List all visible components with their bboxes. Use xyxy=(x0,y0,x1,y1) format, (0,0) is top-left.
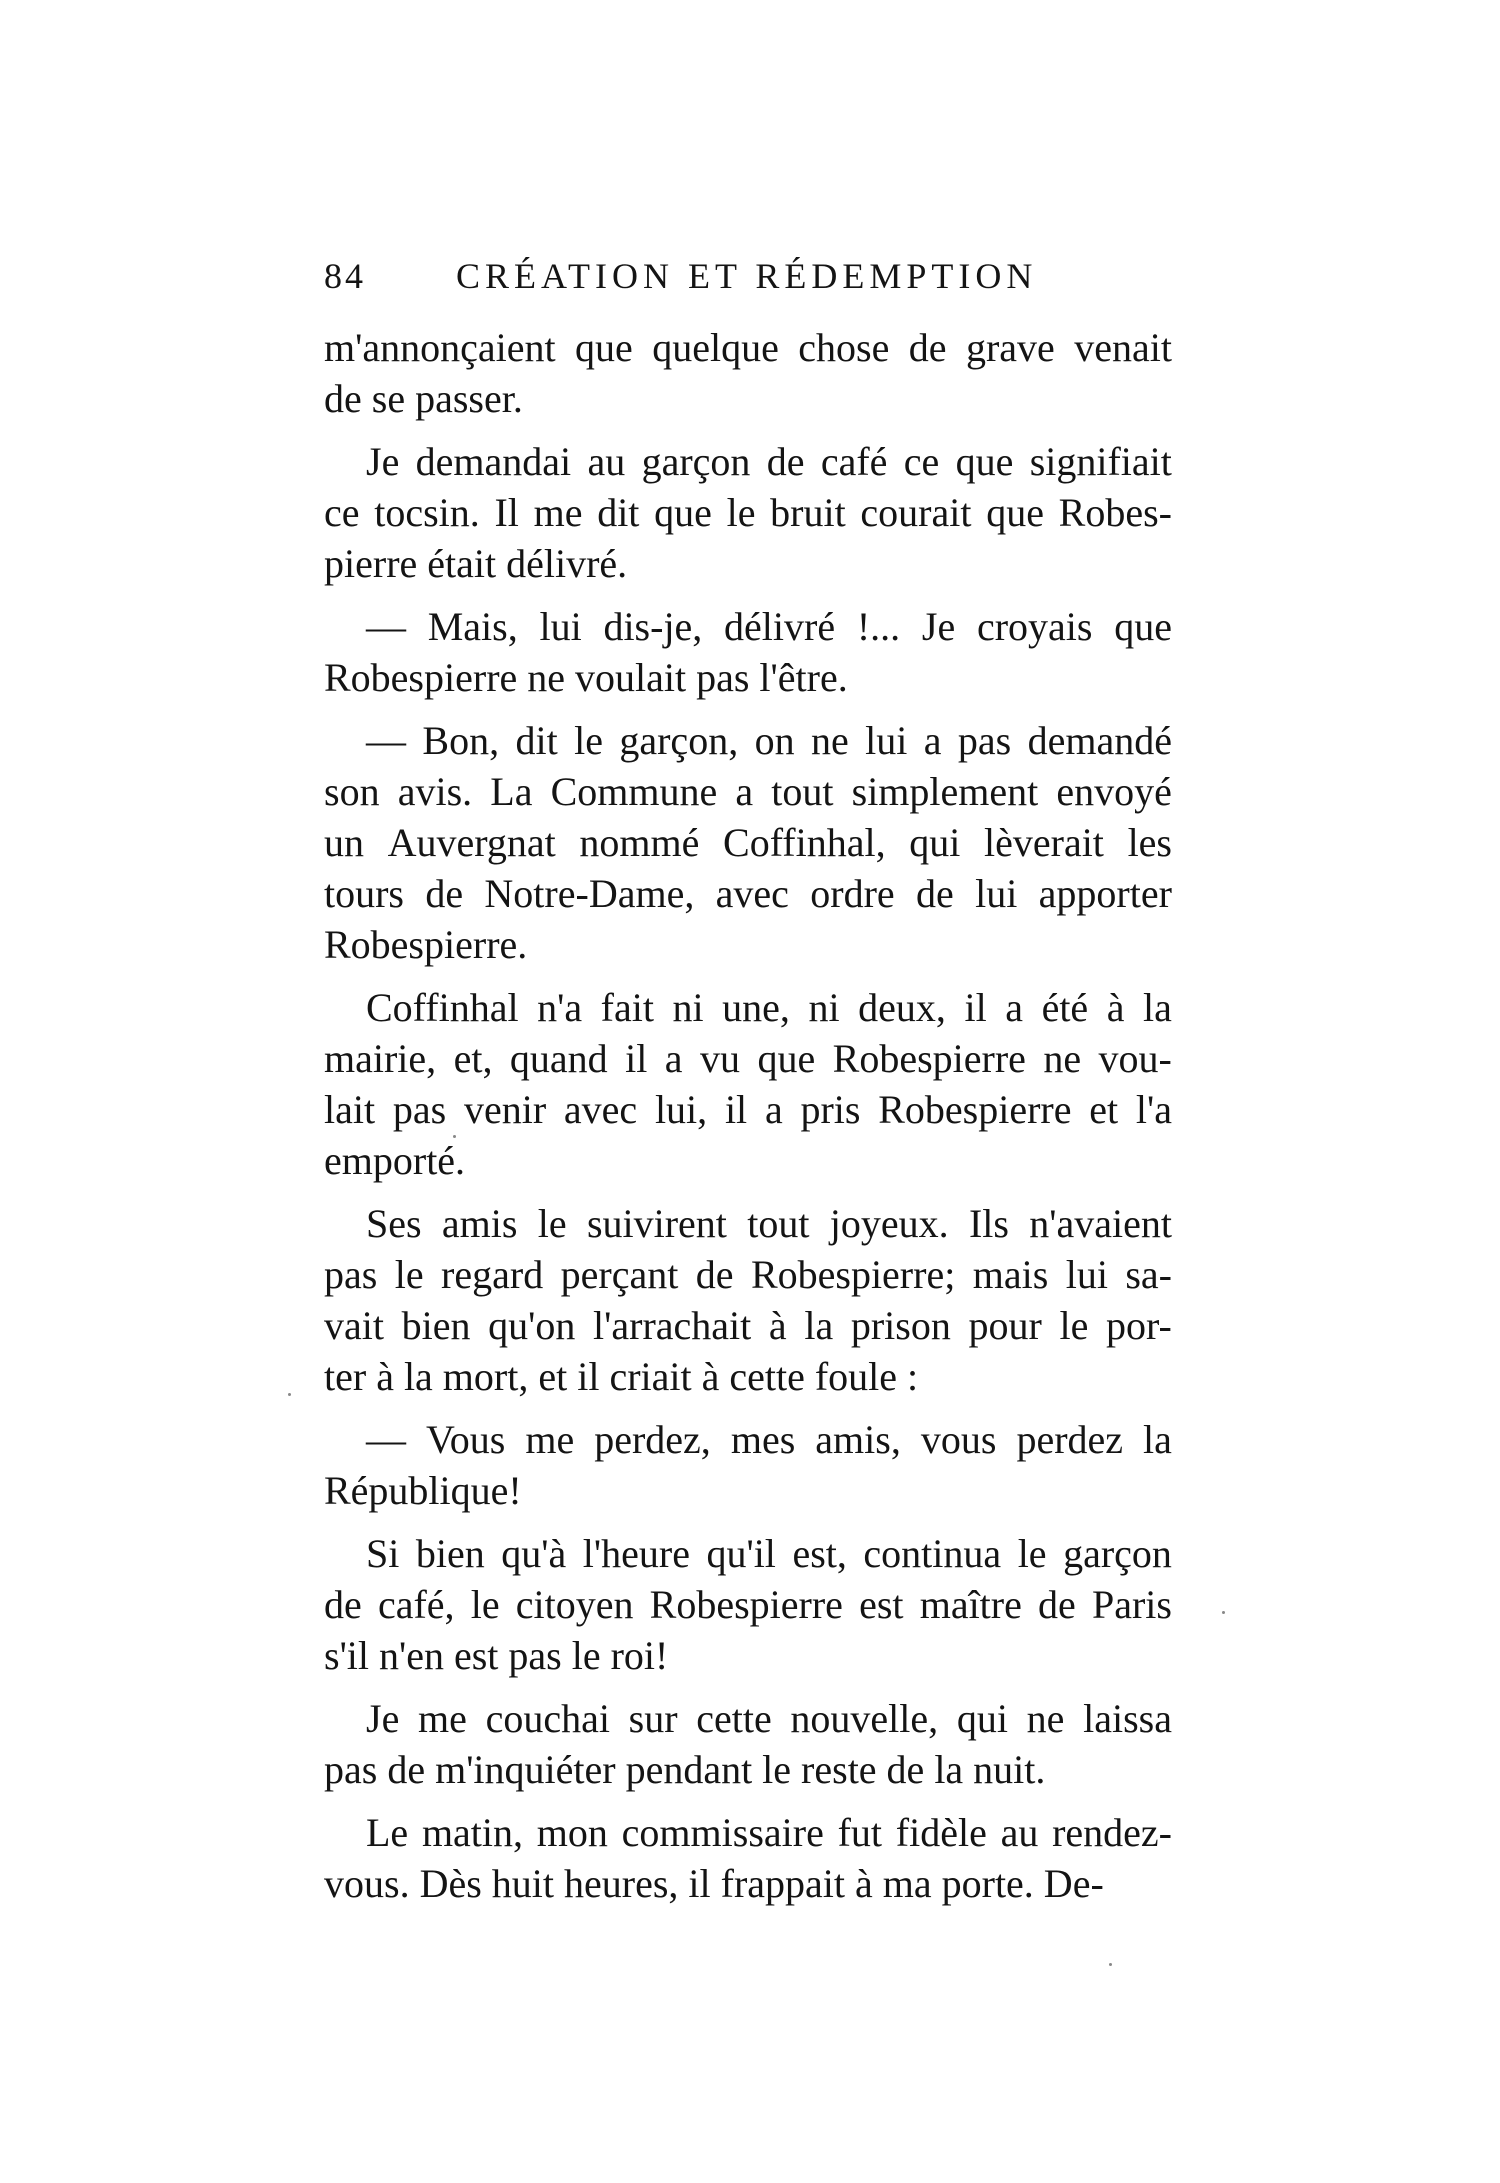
text-line xyxy=(324,868,1172,919)
word: un xyxy=(324,820,364,865)
word: lui, xyxy=(654,1087,708,1132)
word: ne xyxy=(1043,1036,1082,1081)
body-text xyxy=(324,322,1172,1909)
word: Bon, xyxy=(422,718,500,763)
word: lui xyxy=(865,718,908,763)
text-line xyxy=(324,1528,1172,1579)
word: dit xyxy=(597,490,640,535)
line-text: ter à la mort, et il criait à cette foule : xyxy=(324,1354,919,1399)
word: n'avaient xyxy=(1029,1201,1172,1246)
line-text: emporté. xyxy=(324,1138,466,1183)
word: est xyxy=(859,1582,904,1627)
word: prison xyxy=(850,1303,951,1348)
word: le xyxy=(470,1582,500,1627)
text-line xyxy=(324,1807,1172,1858)
word: Notre-Dame, xyxy=(484,871,695,916)
page-number: 84 xyxy=(324,256,366,296)
text-line xyxy=(324,1084,1172,1135)
word: Le xyxy=(366,1810,409,1855)
line-text: vous. Dès huit heures, il frappait à ma porte. De- xyxy=(324,1861,1104,1906)
word: garçon, xyxy=(619,718,739,763)
text-line xyxy=(324,373,1172,424)
page-header xyxy=(324,255,1184,303)
word: lèverait xyxy=(984,820,1104,865)
paragraph-gap xyxy=(324,703,1172,715)
word: qu'il xyxy=(706,1531,776,1576)
word: courait xyxy=(860,490,972,535)
text-line xyxy=(324,1858,1172,1909)
word: mon xyxy=(536,1810,608,1855)
word: le xyxy=(394,1252,424,1297)
paragraph-gap xyxy=(324,1516,1172,1528)
word: Robespierre xyxy=(832,1036,1026,1081)
paragraph xyxy=(324,1414,1172,1516)
text-line xyxy=(324,601,1172,652)
word: l'heure xyxy=(582,1531,690,1576)
word: Mais, xyxy=(427,604,518,649)
word: tout xyxy=(747,1201,810,1246)
word: envoyé xyxy=(1056,769,1172,814)
word: perçant xyxy=(560,1252,679,1297)
word: l'a xyxy=(1135,1087,1172,1132)
word: dit xyxy=(515,718,558,763)
word: mes xyxy=(730,1417,796,1462)
word: sa- xyxy=(1125,1252,1172,1297)
text-line xyxy=(324,1135,1172,1186)
word: Coffinhal xyxy=(366,985,519,1030)
word: de xyxy=(695,1252,734,1297)
word: a xyxy=(664,1036,683,1081)
word: de xyxy=(915,871,954,916)
word: à xyxy=(768,1303,787,1348)
word: bien xyxy=(401,1303,471,1348)
word: bien xyxy=(415,1531,485,1576)
word: tout xyxy=(771,769,834,814)
word: que xyxy=(955,439,1014,484)
word: la xyxy=(1143,985,1172,1030)
word: lui xyxy=(539,604,582,649)
word: le xyxy=(1059,1303,1089,1348)
word: mairie, xyxy=(324,1036,437,1081)
text-line xyxy=(324,715,1172,766)
word: et xyxy=(1089,1087,1119,1132)
word: rendez- xyxy=(1052,1810,1172,1855)
word: le xyxy=(726,490,756,535)
word: continua xyxy=(863,1531,1002,1576)
word: Je xyxy=(366,439,400,484)
word: avec xyxy=(715,871,789,916)
word: nommé xyxy=(579,820,700,865)
word: Ses xyxy=(366,1201,422,1246)
word: à xyxy=(1106,985,1125,1030)
word: la xyxy=(1143,1417,1172,1462)
line-text: pas de m'inquiéter pendant le reste de la nuit. xyxy=(324,1747,1046,1792)
word: été xyxy=(1041,985,1089,1030)
word: simplement xyxy=(851,769,1039,814)
text-line xyxy=(324,1249,1172,1300)
word: garçon xyxy=(641,439,751,484)
word: de xyxy=(1038,1582,1076,1627)
line-text: Robespierre ne voulait pas l'être. xyxy=(324,655,848,700)
word: le xyxy=(574,718,603,763)
word: de xyxy=(908,325,947,370)
word: Auvergnat xyxy=(387,820,556,865)
word: me xyxy=(533,490,583,535)
word: Commune xyxy=(550,769,718,814)
word: que xyxy=(575,325,633,370)
word: nouvelle, xyxy=(790,1696,939,1741)
text-line xyxy=(324,487,1172,538)
word: demandai xyxy=(415,439,572,484)
word: au xyxy=(587,439,626,484)
text-line xyxy=(324,982,1172,1033)
word: amis, xyxy=(815,1417,901,1462)
word: lui xyxy=(1065,1252,1108,1297)
line-text: s'il n'en est pas le roi! xyxy=(324,1633,669,1678)
line-text: de se passer. xyxy=(324,376,523,421)
paragraph-gap xyxy=(324,589,1172,601)
word: signifiait xyxy=(1029,439,1172,484)
word: bruit xyxy=(770,490,846,535)
word: Robespierre xyxy=(649,1582,843,1627)
word: qu'à xyxy=(501,1531,567,1576)
word: me xyxy=(418,1696,467,1741)
word: Je xyxy=(366,1696,400,1741)
word: a xyxy=(1005,985,1024,1030)
word: commissaire xyxy=(621,1810,824,1855)
word: croyais xyxy=(976,604,1093,649)
text-line xyxy=(324,817,1172,868)
text-line xyxy=(324,1033,1172,1084)
word: regard xyxy=(441,1252,544,1297)
word: que xyxy=(986,490,1044,535)
word: de xyxy=(766,439,805,484)
word: a xyxy=(764,1087,783,1132)
word: vu xyxy=(700,1036,740,1081)
word: pas xyxy=(324,1252,378,1297)
word: venir xyxy=(463,1087,547,1132)
text-line xyxy=(324,538,1172,589)
word: a xyxy=(923,718,942,763)
word: ce xyxy=(324,490,360,535)
word: amis xyxy=(441,1201,518,1246)
word: — xyxy=(366,718,406,763)
word: m'annonçaient xyxy=(324,325,556,370)
word: qu'on xyxy=(488,1303,576,1348)
word: avis. xyxy=(397,769,473,814)
word: le xyxy=(1017,1531,1047,1576)
word: de xyxy=(425,871,464,916)
paragraph xyxy=(324,982,1172,1186)
word: et, xyxy=(453,1036,493,1081)
word: avec xyxy=(563,1087,638,1132)
word: Ils xyxy=(968,1201,1009,1246)
text-line xyxy=(324,322,1172,373)
paragraph xyxy=(324,322,1172,424)
running-title: CRÉATION ET RÉDEMPTION xyxy=(456,256,1038,296)
paper-speck xyxy=(288,1393,291,1396)
word: de xyxy=(324,1582,362,1627)
paragraph xyxy=(324,1807,1172,1909)
line-text: pierre était délivré. xyxy=(324,541,628,586)
word: lait xyxy=(324,1087,376,1132)
word: grave xyxy=(965,325,1055,370)
word: me xyxy=(525,1417,575,1462)
paragraph-gap xyxy=(324,970,1172,982)
word: délivré xyxy=(724,604,836,649)
word: ordre xyxy=(810,871,895,916)
word: pris xyxy=(800,1087,861,1132)
word: laissa xyxy=(1083,1696,1172,1741)
text-line xyxy=(324,436,1172,487)
word: vait xyxy=(324,1303,384,1348)
word: Robes- xyxy=(1058,490,1172,535)
word: les xyxy=(1127,820,1172,865)
paper-speck xyxy=(1222,1611,1225,1614)
word: ne xyxy=(810,718,849,763)
word: fidèle xyxy=(895,1810,987,1855)
word: quand xyxy=(509,1036,608,1081)
word: fut xyxy=(837,1810,883,1855)
word: son xyxy=(324,769,380,814)
word: il xyxy=(625,1036,648,1081)
word: que xyxy=(1114,604,1172,649)
word: on xyxy=(754,718,795,763)
text-line xyxy=(324,1465,1172,1516)
word: mais xyxy=(972,1252,1049,1297)
word: tocsin. xyxy=(374,490,480,535)
paragraph-gap xyxy=(324,1681,1172,1693)
paragraph xyxy=(324,601,1172,703)
word: suivirent xyxy=(586,1201,727,1246)
word: venait xyxy=(1074,325,1172,370)
word: ni xyxy=(808,985,840,1030)
word: apporter xyxy=(1038,871,1172,916)
word: quelque xyxy=(652,325,779,370)
word: vou- xyxy=(1098,1036,1172,1081)
word: Il xyxy=(494,490,519,535)
word: Paris xyxy=(1091,1582,1172,1627)
word: Je xyxy=(921,604,956,649)
word: a xyxy=(735,769,754,814)
word: perdez xyxy=(1016,1417,1124,1462)
word: La xyxy=(490,769,533,814)
word: pas xyxy=(957,718,1012,763)
paragraph xyxy=(324,1198,1172,1402)
text-line xyxy=(324,1744,1172,1795)
paragraph-gap xyxy=(324,424,1172,436)
word: ce xyxy=(903,439,940,484)
word: — xyxy=(366,604,406,649)
word: il xyxy=(724,1087,748,1132)
paper-speck xyxy=(453,1135,456,1138)
word: perdez, xyxy=(594,1417,711,1462)
text-line xyxy=(324,1579,1172,1630)
word: sur xyxy=(628,1696,678,1741)
paragraph-gap xyxy=(324,1402,1172,1414)
word: pas xyxy=(392,1087,447,1132)
line-text: Robespierre. xyxy=(324,922,528,967)
word: cette xyxy=(696,1696,772,1741)
word: il xyxy=(964,985,987,1030)
word: vous xyxy=(920,1417,997,1462)
word: café, xyxy=(377,1582,455,1627)
word: est, xyxy=(792,1531,847,1576)
word: la xyxy=(804,1303,834,1348)
text-line xyxy=(324,766,1172,817)
word: ni xyxy=(672,985,704,1030)
word: dis-je, xyxy=(603,604,703,649)
word: citoyen xyxy=(515,1582,634,1627)
word: Si xyxy=(366,1531,400,1576)
line-text: République! xyxy=(324,1468,522,1513)
word: qui xyxy=(909,820,961,865)
word: que xyxy=(757,1036,816,1081)
word: — xyxy=(366,1417,406,1462)
text-line xyxy=(324,1630,1172,1681)
paragraph xyxy=(324,1528,1172,1681)
text-line xyxy=(324,1693,1172,1744)
word: pour xyxy=(968,1303,1042,1348)
text-line xyxy=(324,652,1172,703)
word: Vous xyxy=(426,1417,506,1462)
word: !... xyxy=(856,604,901,649)
word: l'arrachait xyxy=(593,1303,752,1348)
word: qui xyxy=(956,1696,1008,1741)
paragraph xyxy=(324,715,1172,970)
paragraph-gap xyxy=(324,1186,1172,1198)
word: que xyxy=(654,490,712,535)
word: matin, xyxy=(421,1810,524,1855)
word: demandé xyxy=(1027,718,1172,763)
text-line xyxy=(324,1198,1172,1249)
word: maître xyxy=(919,1582,1022,1627)
word: fait xyxy=(600,985,654,1030)
text-line xyxy=(324,1351,1172,1402)
word: le xyxy=(537,1201,567,1246)
word: couchai xyxy=(485,1696,610,1741)
word: Coffinhal, xyxy=(723,820,886,865)
paragraph xyxy=(324,1693,1172,1795)
word: au xyxy=(1000,1810,1039,1855)
word: joyeux. xyxy=(829,1201,949,1246)
word: une, xyxy=(722,985,790,1030)
word: chose xyxy=(798,325,890,370)
word: deux, xyxy=(858,985,946,1030)
word: Robespierre; xyxy=(750,1252,956,1297)
word: n'a xyxy=(537,985,583,1030)
word: ne xyxy=(1026,1696,1065,1741)
text-line xyxy=(324,1414,1172,1465)
word: tours xyxy=(324,871,404,916)
paragraph xyxy=(324,436,1172,589)
paragraph-gap xyxy=(324,1795,1172,1807)
word: café xyxy=(820,439,888,484)
text-line xyxy=(324,919,1172,970)
word: Robespierre xyxy=(878,1087,1072,1132)
paper-speck xyxy=(1109,1963,1112,1966)
word: por- xyxy=(1106,1303,1172,1348)
word: lui xyxy=(975,871,1018,916)
word: garçon xyxy=(1063,1531,1172,1576)
text-line xyxy=(324,1300,1172,1351)
